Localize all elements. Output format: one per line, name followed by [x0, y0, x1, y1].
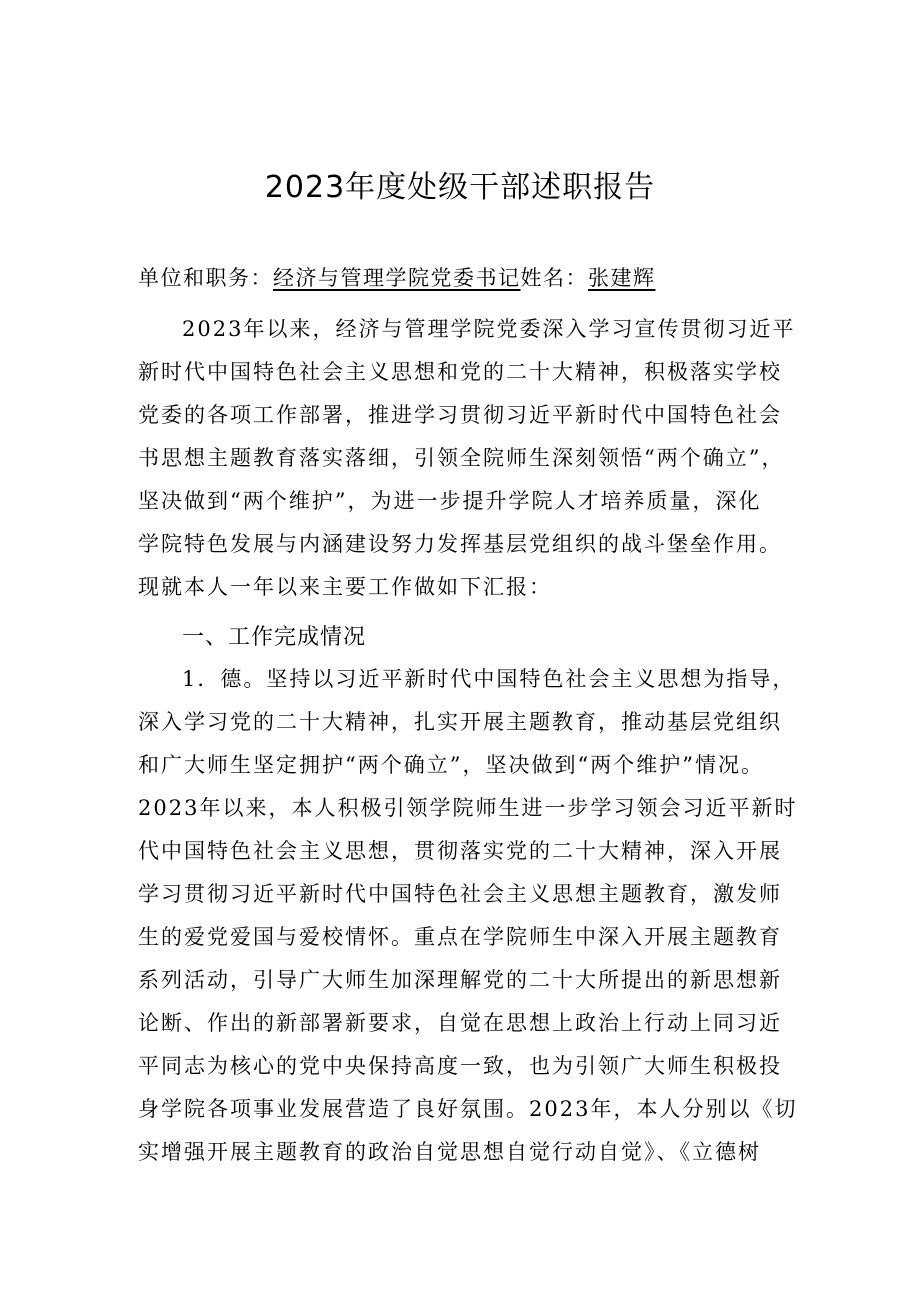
intro-line: 2023年以来，经济与管理学院党委深入学习宣传贯彻习近平	[182, 317, 796, 341]
name-value: 张建辉	[588, 266, 656, 290]
name-label: 姓名：	[520, 266, 588, 290]
body-line: 2023年以来，本人积极引领学院师生进一步学习领会习近平新时	[138, 796, 798, 820]
body-line: 1．德。坚持以习近平新时代中国特色社会主义思想为指导，	[182, 667, 796, 691]
author-info	[138, 262, 656, 292]
intro-line: 学院特色发展与内涵建设努力发挥基层党组织的战斗堡垒作用。	[138, 532, 782, 556]
intro-line: 坚决做到“两个维护”，为进一步提升学院人才培养质量，深化	[138, 489, 762, 513]
body-line: 学习贯彻习近平新时代中国特色社会主义思想主题教育，激发师	[138, 882, 782, 906]
body-line: 论断、作出的新部署新要求，自觉在思想上政治上行动上同习近	[138, 1011, 782, 1035]
intro-line: 现就本人一年以来主要工作做如下汇报：	[138, 575, 552, 599]
intro-line: 党委的各项工作部署，推进学习贯彻习近平新时代中国特色社会	[138, 403, 782, 427]
body-line: 系列活动，引导广大师生加深理解党的二十大所提出的新思想新	[138, 968, 782, 992]
body-line: 身学院各项事业发展营造了良好氛围。2023年，本人分别以《切	[138, 1097, 798, 1121]
unit-label: 单位和职务：	[138, 266, 273, 290]
body-line: 实增强开展主题教育的政治自觉思想自觉行动自觉》、《立德树	[138, 1140, 761, 1164]
body-line: 代中国特色社会主义思想，贯彻落实党的二十大精神，深入开展	[138, 839, 782, 863]
body-line: 平同志为核心的党中央保持高度一致，也为引领广大师生积极投	[138, 1054, 782, 1078]
document-title: 2023年度处级干部述职报告	[264, 170, 656, 205]
body-line: 和广大师生坚定拥护“两个确立”，坚决做到“两个维护”情况。	[138, 753, 764, 777]
intro-line: 新时代中国特色社会主义思想和党的二十大精神，积极落实学校	[138, 360, 782, 384]
unit-value: 经济与管理学院党委书记	[273, 266, 521, 290]
intro-line: 书思想主题教育落实落细，引领全院师生深刻领悟“两个确立”，	[138, 446, 785, 470]
section-heading: 一、工作完成情况	[182, 625, 367, 650]
body-line: 深入学习党的二十大精神，扎实开展主题教育，推动基层党组织	[138, 710, 782, 734]
body-line: 生的爱党爱国与爱校情怀。重点在学院师生中深入开展主题教育	[138, 925, 782, 949]
